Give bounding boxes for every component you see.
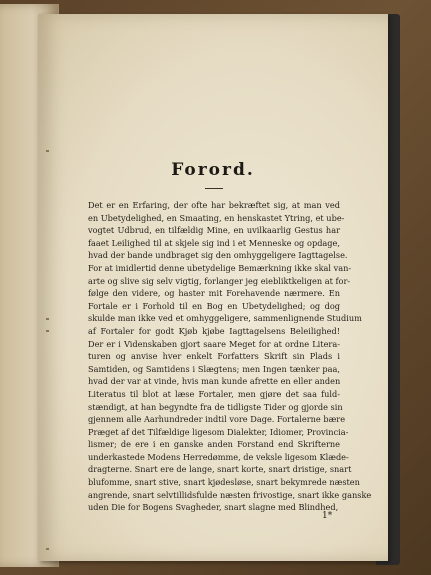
text-line: Samtiden, og Samtidens i Slægtens; men Ingen tænker paa, [88,363,340,374]
text-line: af Fortaler for godt Kjøb kjøbe Iagttagelsens Beleilighed! [88,325,340,336]
text-line: blufomme, snart stive, snart kjødesløse, snart bekymrede næsten [88,477,360,488]
text-line: lismer; de ere i en ganske anden Forstand end Skrifterne [88,439,340,450]
text-line: stændigt, at han begyndte fra de tidligste Tider og gjorde sin [88,401,343,412]
text-line: Præget af det Tilfældige ligesom Dialekter, Idiomer, Provincia- [88,426,349,437]
text-line: arte og slive sig selv vigtig, forlanger jeg eiebliktkeligen at for- [88,275,351,286]
text-line: en Ubetydelighed, en Smaating, en henskastet Ytring, et ube- [88,212,345,223]
text-line: Literatus til blot at læse Fortaler, men gjøre det saa fuld- [88,388,340,399]
binding-stitch [46,548,49,550]
text-line: Fortale er i Forhold til en Bog en Ubetydelighed; og dog [88,300,340,311]
text-line: gjennem alle Aarhundreder indtil vore Dage. Fortalerne bære [88,414,346,425]
text-line: underkastede Modens Herredømme, de veksle ligesom Klæde- [88,451,349,462]
text-line: Der er i Videnskaben gjort saare Meget for at ordne Litera- [88,338,340,349]
binding-stitch [46,318,49,320]
text-line: For at imidlertid denne ubetydelige Bemærkning ikke skal van- [88,262,352,273]
body-text [88,199,372,514]
signature-mark: 1* [322,511,333,521]
text-line: uden Die for Bogens Svagheder, snart slagne med Blindhed, [88,502,339,513]
text-line: hvad der bande undbraget sig den omhyggeligere Iagttagelse. [88,250,348,261]
text-line: turen og anvise hver enkelt Forfatters Skrift sin Plads i [88,351,340,362]
text-line: vogtet Udbrud, en tilfældig Mine, en uvilkaarlig Gestus har [88,225,340,236]
text-line: skulde man ikke ved et omhyggeligere, sammenlignende Studium [88,313,362,324]
binding-stitch [46,150,49,152]
text-line: følge den videre, og haster mit Forehavende nærmere. En [88,288,340,299]
text-line: angrende, snart selvtillidsfulde næsten frivostige, snart ikke ganske [88,489,372,500]
text-line: faaet Leilighed til at skjele sig ind i et Menneske og opdage, [88,237,340,248]
text-line: hvad der var at vinde, hvis man kunde afrette en eller anden [88,376,341,387]
text-line: dragterne. Snart ere de lange, snart korte, snart dristige, snart [88,464,352,475]
binding-stitch [46,330,49,332]
text-line: Det er en Erfaring, der ofte har bekræftet sig, at man ved [88,200,340,210]
title-divider [205,188,223,189]
page-title: Forord. [171,160,255,180]
